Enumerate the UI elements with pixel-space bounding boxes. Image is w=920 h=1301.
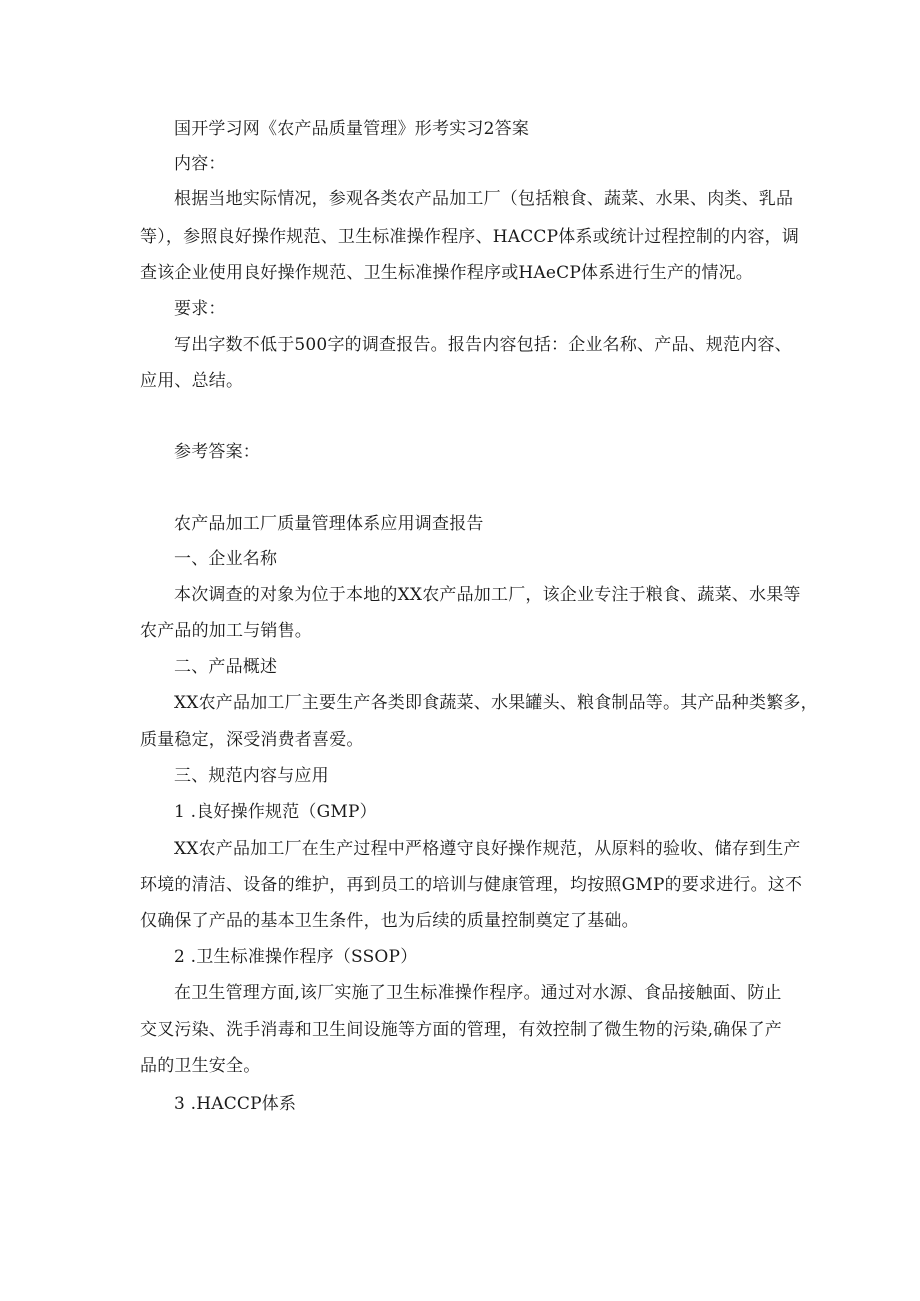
section2-heading: 二、产品概述 xyxy=(174,657,278,677)
section2-paragraph-line: XX农产品加工厂主要生产各类即食蔬菜、水果罐头、粮食制品等。其产品种类繁多， xyxy=(174,693,818,713)
requirement-paragraph-line: 写出字数不低于500字的调查报告。报告内容包括：企业名称、产品、规范内容、 xyxy=(174,335,792,355)
ssop-heading: 2 .卫生标准操作程序（SSOP） xyxy=(174,947,418,967)
section1-paragraph-line: 农产品的加工与销售。 xyxy=(140,621,312,641)
gmp-paragraph-line: XX农产品加工厂在生产过程中严格遵守良好操作规范，从原料的验收、储存到生产 xyxy=(174,839,801,859)
ssop-paragraph-line: 在卫生管理方面,该厂实施了卫生标准操作程序。通过对水源、食品接触面、防止 xyxy=(174,983,782,1003)
gmp-heading: 1 .良好操作规范（GMP） xyxy=(174,802,377,822)
section1-heading: 一、企业名称 xyxy=(174,549,278,569)
haccp-heading: 3 .HACCP体系 xyxy=(174,1094,297,1114)
section2-paragraph-line: 质量稳定，深受消费者喜爱。 xyxy=(140,730,364,750)
ssop-paragraph-line: 交叉污染、洗手消毒和卫生间设施等方面的管理，有效控制了微生物的污染,确保了产 xyxy=(140,1020,783,1040)
document-title: 国开学习网《农产品质量管理》形考实习2答案 xyxy=(174,119,530,139)
content-paragraph-line: 根据当地实际情况，参观各类农产品加工厂（包括粮食、蔬菜、水果、肉类、乳品 xyxy=(174,189,794,209)
requirement-paragraph-line: 应用、总结。 xyxy=(140,371,244,391)
content-paragraph-line: 等），参照良好操作规范、卫生标准操作程序、HACCP体系或统计过程控制的内容，调 xyxy=(140,227,800,247)
answer-label: 参考答案： xyxy=(174,442,260,462)
content-label: 内容： xyxy=(174,154,226,174)
gmp-paragraph-line: 环境的清洁、设备的维护，再到员工的培训与健康管理，均按照GMP的要求进行。这不 xyxy=(140,875,803,895)
requirement-label: 要求： xyxy=(174,299,226,319)
ssop-paragraph-line: 品的卫生安全。 xyxy=(140,1056,261,1076)
gmp-paragraph-line: 仅确保了产品的基本卫生条件，也为后续的质量控制奠定了基础。 xyxy=(140,911,639,931)
content-paragraph-line: 查该企业使用良好操作规范、卫生标准操作程序或HAeCP体系进行生产的情况。 xyxy=(140,263,754,283)
section3-heading: 三、规范内容与应用 xyxy=(174,766,329,786)
section1-paragraph-line: 本次调查的对象为位于本地的XX农产品加工厂，该企业专注于粮食、蔬菜、水果等 xyxy=(174,585,801,605)
report-title: 农产品加工厂质量管理体系应用调查报告 xyxy=(174,514,484,534)
